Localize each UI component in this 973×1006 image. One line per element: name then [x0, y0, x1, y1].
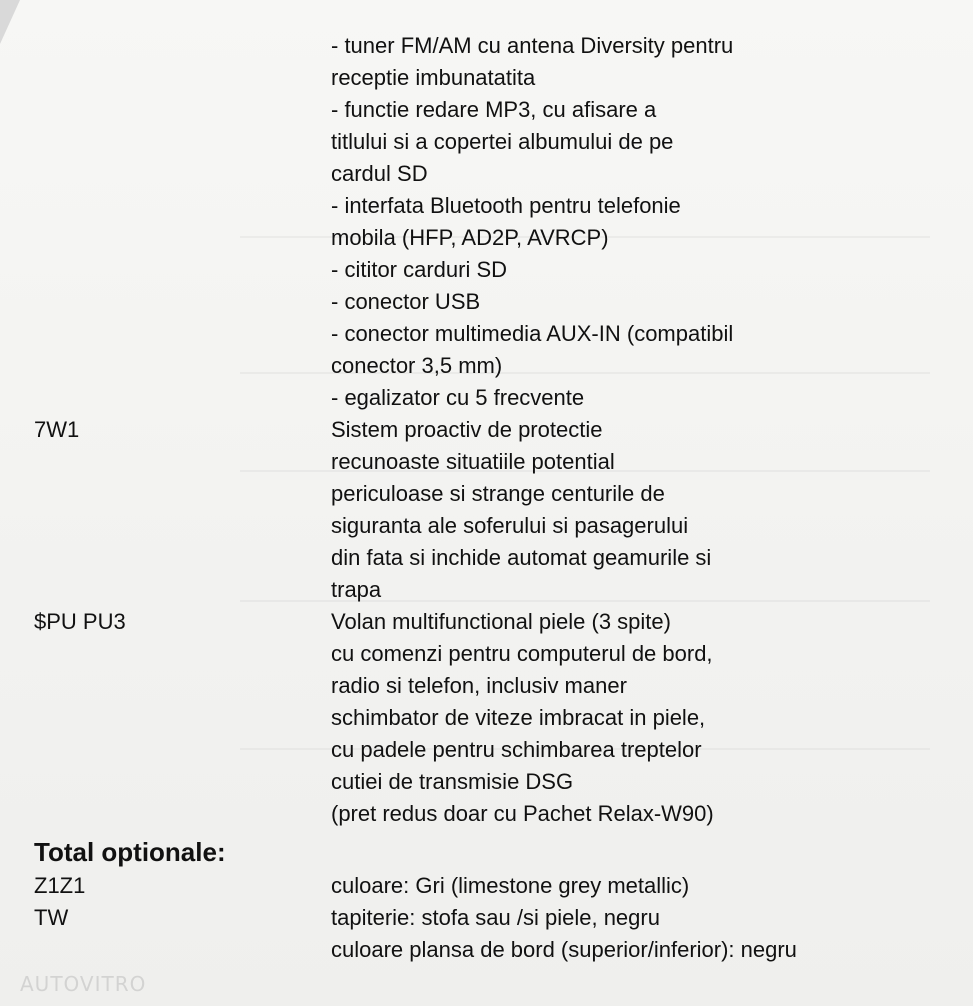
option-7w1-line: recunoaste situatiile potential	[331, 449, 615, 474]
option-code-pu3: $PU PU3	[34, 609, 126, 634]
feature-line: conector 3,5 mm)	[331, 353, 503, 378]
option-code-7w1: 7W1	[34, 417, 80, 442]
color-code-z1z1: Z1Z1	[34, 873, 86, 898]
option-pu3-line: cutiei de transmisie DSG	[331, 769, 574, 794]
feature-line: - conector multimedia AUX-IN (compatibil	[331, 321, 734, 346]
option-7w1-line: din fata si inchide automat geamurile si	[331, 545, 712, 570]
feature-line: - cititor carduri SD	[331, 257, 508, 282]
page-corner-fold	[0, 0, 20, 44]
option-7w1-line: Sistem proactiv de protectie	[331, 417, 603, 442]
option-pu3-line: schimbator de viteze imbracat in piele,	[331, 705, 706, 730]
option-pu3-line: (pret redus doar cu Pachet Relax-W90)	[331, 801, 714, 826]
option-pu3-line: Volan multifunctional piele (3 spite)	[331, 609, 671, 634]
feature-line: - conector USB	[331, 289, 481, 314]
option-pu3-line: cu padele pentru schimbarea treptelor	[331, 737, 702, 762]
feature-line: - tuner FM/AM cu antena Diversity pentru	[331, 33, 734, 58]
option-7w1-line: trapa	[331, 577, 382, 602]
option-7w1-line: periculoase si strange centurile de	[331, 481, 665, 506]
feature-line: - functie redare MP3, cu afisare a	[331, 97, 657, 122]
site-watermark: AUTOVITRO	[20, 972, 147, 996]
feature-line: mobila (HFP, AD2P, AVRCP)	[331, 225, 609, 250]
dashboard-color-text: culoare plansa de bord (superior/inferior): negru	[331, 937, 797, 962]
feature-line: titlului si a copertei albumului de pe	[331, 129, 674, 154]
feature-line: receptie imbunatatita	[331, 65, 536, 90]
option-pu3-line: radio si telefon, inclusiv maner	[331, 673, 627, 698]
total-options-heading: Total optionale:	[34, 837, 226, 867]
feature-line: - egalizator cu 5 frecvente	[331, 385, 585, 410]
feature-line: - interfata Bluetooth pentru telefonie	[331, 193, 681, 218]
upholstery-code-tw: TW	[34, 905, 69, 930]
option-pu3-line: cu comenzi pentru computerul de bord,	[331, 641, 713, 666]
option-7w1-line: siguranta ale soferului si pasagerului	[331, 513, 689, 538]
exterior-color-text: culoare: Gri (limestone grey metallic)	[331, 873, 690, 898]
feature-line: cardul SD	[331, 161, 428, 186]
upholstery-text: tapiterie: stofa sau /si piele, negru	[331, 905, 660, 930]
